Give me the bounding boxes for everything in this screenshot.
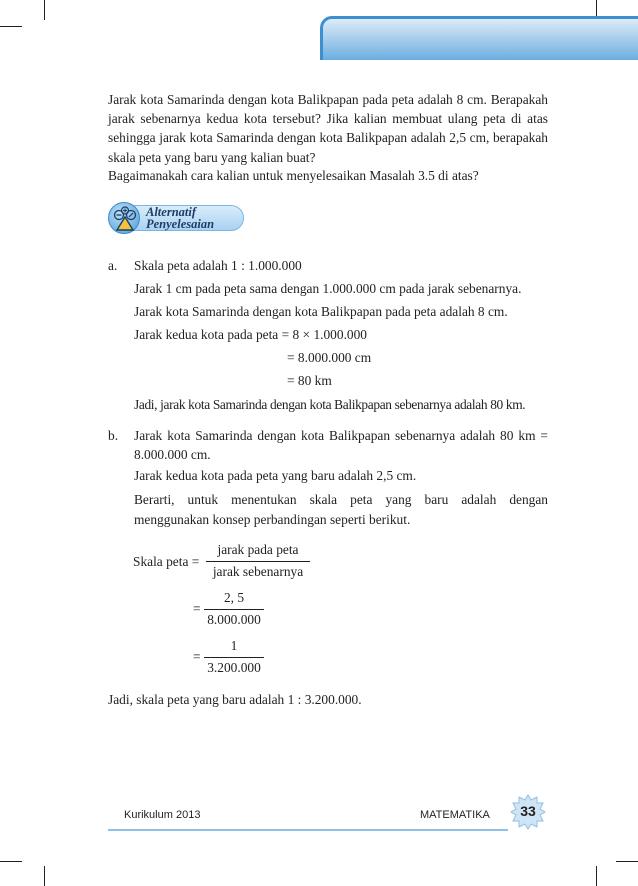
problem-question: Bagaimanakah cara kalian untuk menyelesaikan Masalah 3.5 di atas? [108, 168, 479, 183]
problem-paragraph: Jarak kota Samarinda dengan kota Balikpapan pada peta adalah 8 cm. Berapakah jarak sebenarnya kedua kota tersebut? Jika kalian membuat ulang peta di atas sehingga jarak kota Samarinda dengan kota Balikpapan adalah 2,5 cm, berapakah skala peta yang baru yang kalian buat? [108, 92, 548, 165]
math-symbols-icon [109, 203, 141, 235]
fraction-bar [206, 561, 310, 562]
formula-equals-3: = [193, 649, 201, 664]
fraction-bar [204, 657, 264, 658]
part-a-line4: Jarak kedua kota pada peta = 8 × 1.000.000 [134, 327, 368, 342]
part-a-line5: = 8.000.000 cm [287, 350, 372, 365]
part-b-line3: Berarti, untuk menentukan skala peta yang baru adalah dengan menggunakan konsep perbandingan seperti berikut. [134, 492, 548, 527]
crop-mark [596, 866, 597, 886]
crop-mark [616, 861, 638, 862]
crop-mark [44, 866, 45, 886]
formula-numerator-2: 2, 5 [223, 590, 245, 605]
formula-denominator-2: 8.000.000 [207, 612, 261, 627]
part-b-line1: Jarak kota Samarinda dengan kota Balikpapan sebenarnya adalah 80 km = 8.000.000 cm. [134, 428, 548, 463]
part-a-line6: = 80 km [287, 373, 332, 388]
header-tab [320, 16, 638, 60]
part-a-line3: Jarak kota Samarinda dengan kota Balikpapan pada peta adalah 8 cm. [134, 304, 508, 319]
part-a-line2: Jarak 1 cm pada peta sama dengan 1.000.000 cm pada jarak sebenarnya. [134, 281, 522, 296]
part-a-conclusion: Jadi, jarak kota Samarinda dengan kota Balikpapan sebenarnya adalah 80 km. [134, 397, 526, 412]
footer-left: Kurikulum 2013 [124, 809, 201, 821]
formula-numerator-1: jarak pada peta [217, 542, 299, 557]
part-b-line2: Jarak kedua kota pada peta yang baru adalah 2,5 cm. [134, 468, 417, 483]
crop-mark [44, 0, 45, 20]
crop-mark [0, 26, 22, 27]
formula-equals-2: = [193, 601, 201, 616]
formula-lhs: Skala peta = [133, 554, 200, 569]
formula-denominator-3: 3.200.000 [207, 660, 261, 675]
part-a-marker: a. [108, 258, 118, 273]
formula-denominator-1: jarak sebenarnya [212, 564, 304, 579]
page-number-badge [510, 794, 546, 830]
formula-numerator-3: 1 [230, 638, 238, 653]
final-conclusion: Jadi, skala peta yang baru adalah 1 : 3.200.000. [108, 692, 362, 707]
footer-rule [108, 829, 508, 831]
part-a-line1: Skala peta adalah 1 : 1.000.000 [134, 258, 302, 273]
badge-label-line1: Alternatif [146, 205, 197, 219]
badge-icon [108, 202, 140, 234]
page-number: 33 [520, 803, 536, 819]
crop-mark [0, 861, 22, 862]
fraction-bar [204, 609, 264, 610]
part-b-marker: b. [108, 428, 119, 443]
badge-label-line2: Penyelesaian [146, 217, 215, 231]
alternatif-penyelesaian-badge [108, 202, 244, 234]
footer-right: MATEMATIKA [420, 809, 490, 821]
